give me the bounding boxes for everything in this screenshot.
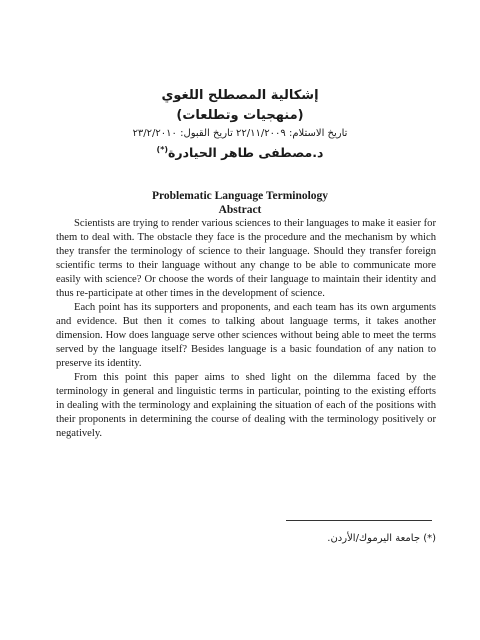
abstract-heading: Abstract [218, 204, 262, 216]
abstract-body [56, 217, 436, 441]
author-footnote-mark: (*) [156, 145, 169, 154]
footnote: (*) جامعة اليرموك/الأردن. [327, 533, 436, 544]
abstract-paragraph-2: Each point has its supporters and proponents, and each team has its own arguments and evidence. But then it comes to talking about language terms, it takes another dimension. How does language serve other sciences without being able to meet the terms served by the language itself? Besides language is a basic foundation of any nation to preserve its identity. [56, 302, 436, 369]
arabic-subtitle: (منهجيات وتطلعات) [176, 108, 304, 123]
abstract-paragraph-1: Scientists are trying to render various sciences to their languages to make it easier for them to deal with. The obstacle they face is the procedure and the mechanism by which they transfer the terminology of science to their language. Should they transfer foreign scientific terms to their language without any change to be able to communicate more easily with science? Or choose the words of their language to maintain their identity and thus re-participate at other times in the development of science. [56, 218, 436, 299]
author-name: د.مصطفى طاهر الحيادرة [168, 145, 324, 161]
abstract-paragraph-3: From this point this paper aims to shed light on the dilemma faced by the terminology in general and linguistic terms in particular, pointing to the existing efforts in dealing with the terminology and explaining the situation of each of the positions with their proponents in determining the course of dealing with the terminology positively or negatively. [56, 372, 436, 439]
arabic-author [0, 145, 480, 160]
arabic-title: إشكالية المصطلح اللغوي [161, 88, 319, 103]
arabic-dates: تاريخ الاستلام: ٢٢/١١/٢٠٠٩ تاريخ القبول: ٢٣/٢/٢٠١٠ [132, 128, 348, 139]
footnote-divider [286, 520, 432, 521]
english-title: Problematic Language Terminology [151, 190, 329, 202]
